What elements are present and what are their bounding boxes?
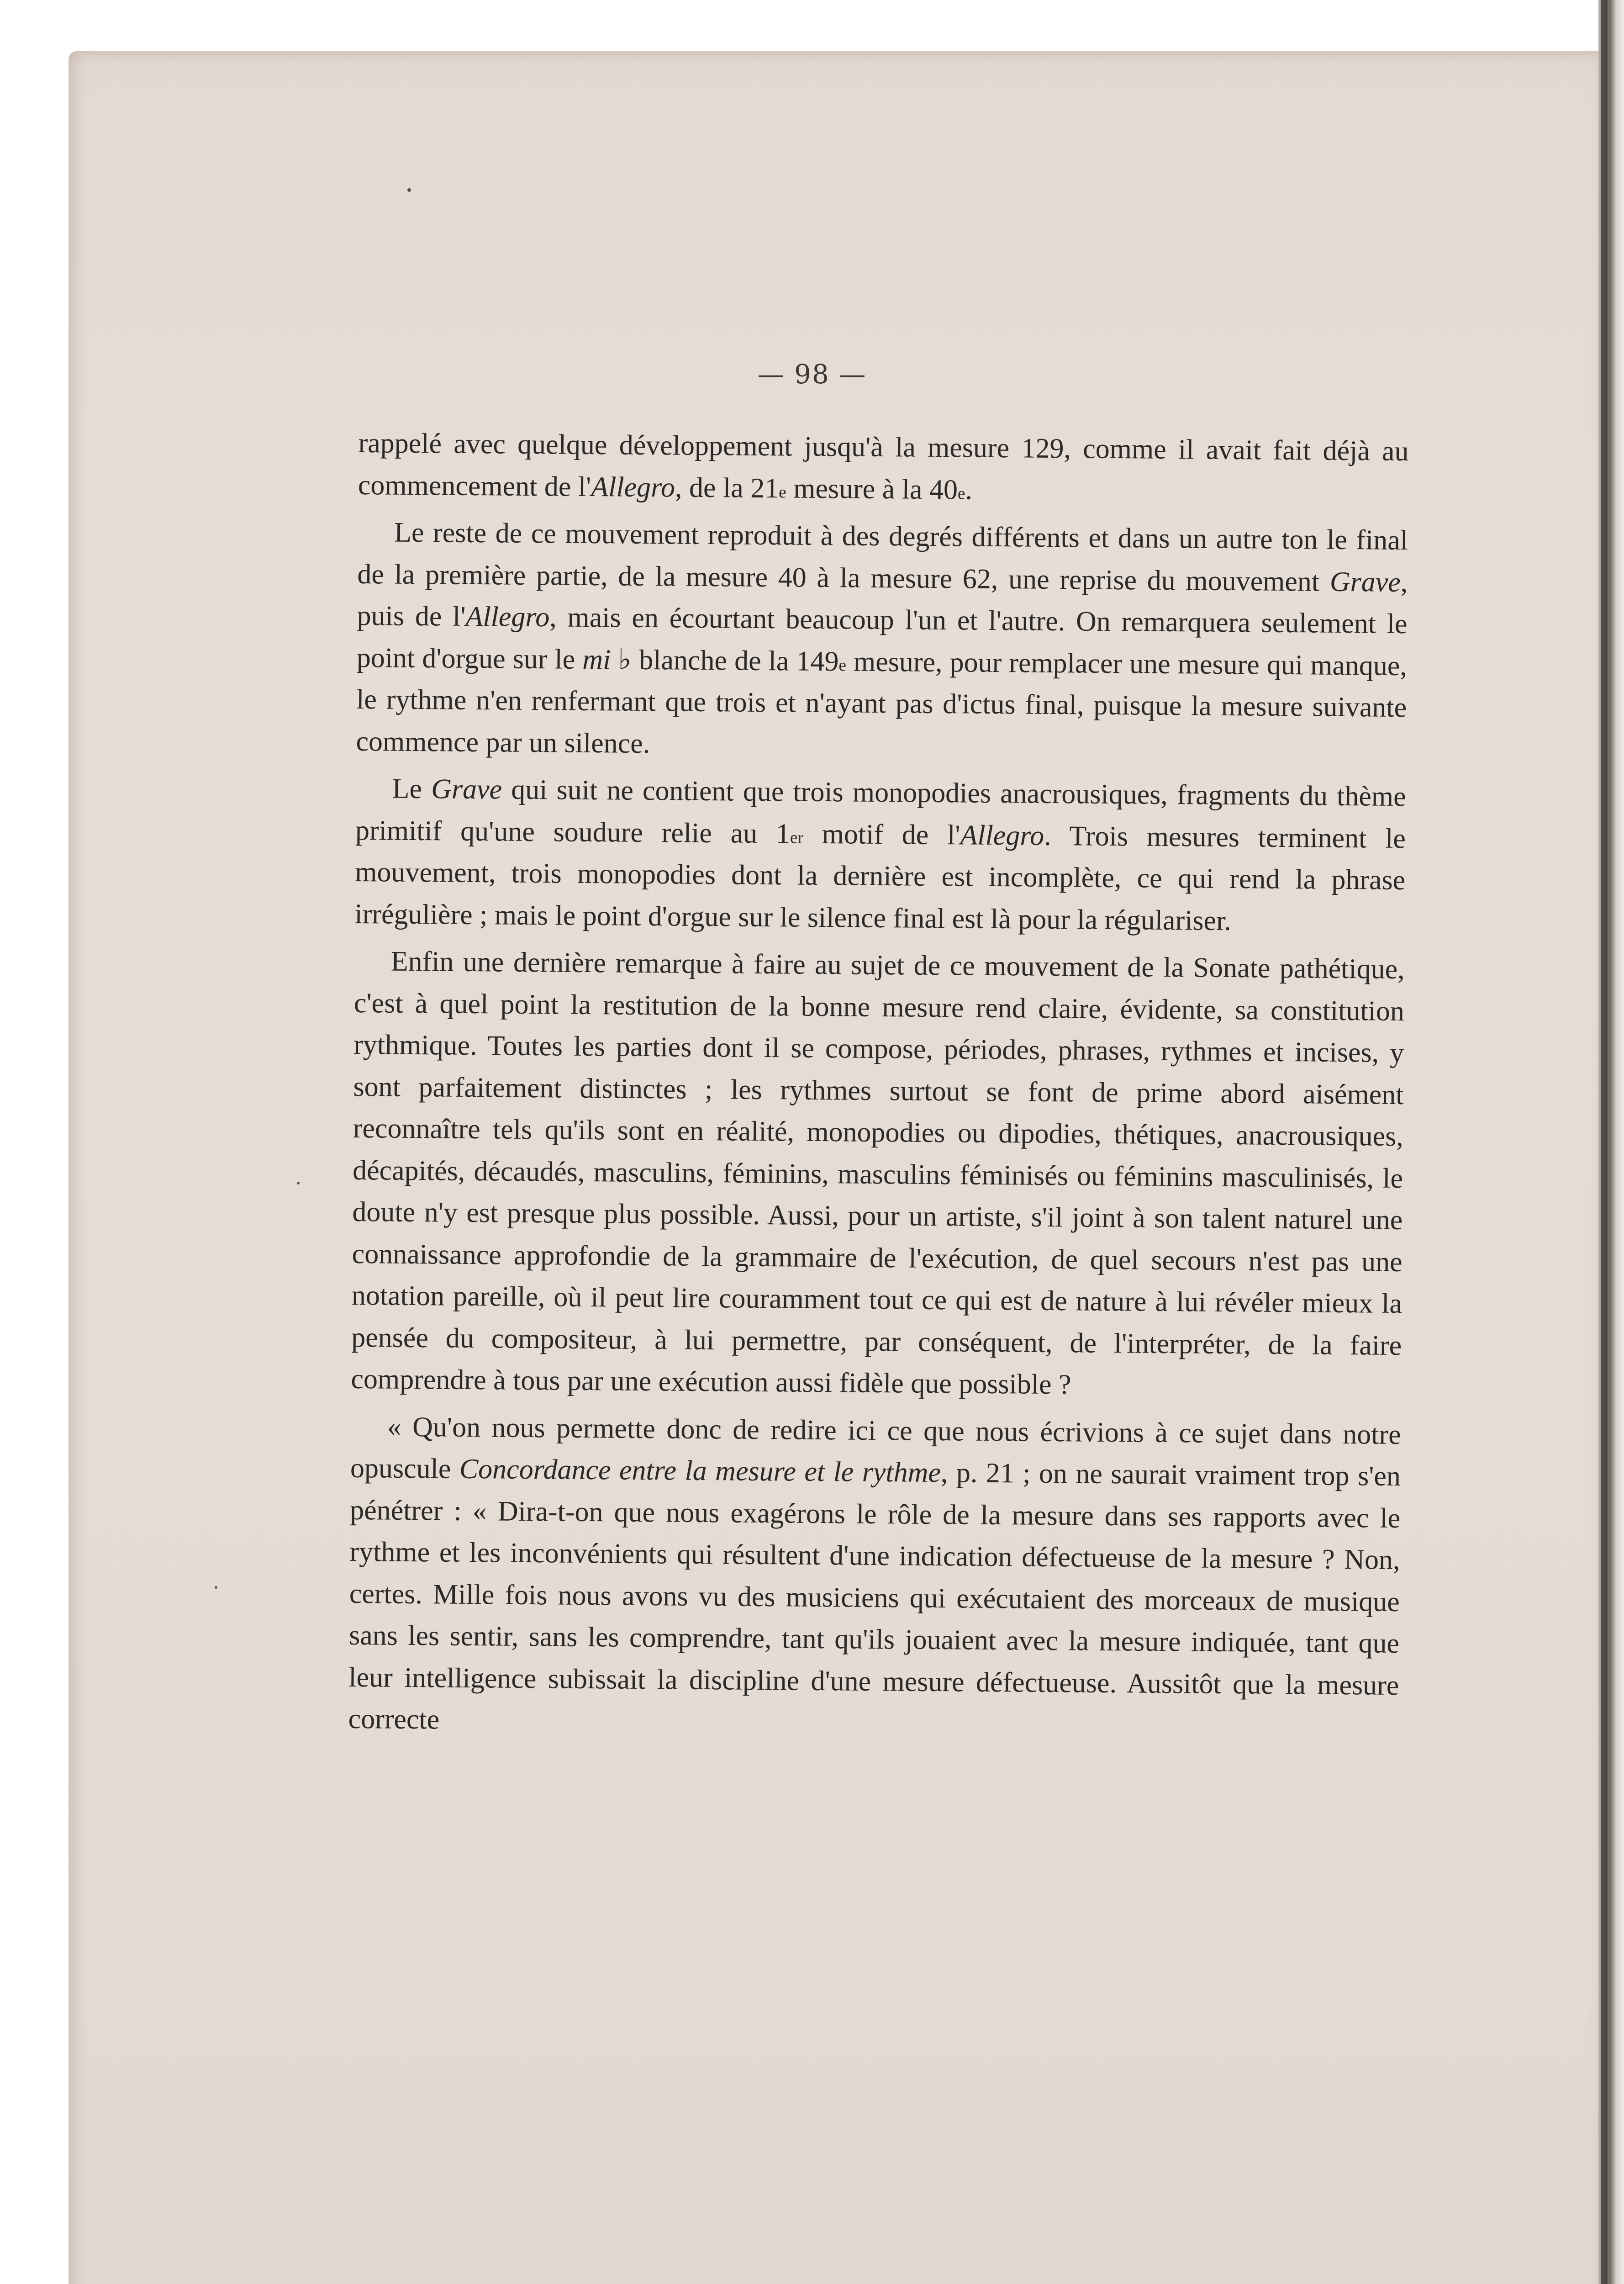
ordinal-suffix: e [779, 482, 786, 502]
italic-term: Allegro [591, 471, 675, 503]
ordinal-suffix: e [838, 656, 847, 675]
text-run: qui suit ne contient que trois monopodies anacrousiques, fragments du thème primitif qu'une soudure relie au 1 [355, 774, 1406, 849]
paragraph-3 [354, 768, 1406, 943]
paragraph-5 [348, 1406, 1401, 1748]
italic-title: Concordance entre la mesure et le rythme [459, 1453, 941, 1489]
text-run: . [965, 474, 973, 506]
page-number: — 98 — [757, 359, 867, 390]
text-run: Le [392, 773, 432, 805]
text-run: , mais en écourtant beaucoup l'un et l'autre. On remarquera seulement le point d'orgue sur le [356, 602, 1408, 675]
text-run: , p. 21 ; on ne saurait vraiment trop s'en pénétrer : « Dira-t-on que nous exagérons le rôle de la mesure dans ses rapports avec le rythme et les inconvénients qui résultent d'une indication défectueuse de la mesure ? Non, certes. Mille fois nous avons vu des musiciens qui exécutaient des morceaux de musique sans les sentir, sans les comprendre, tant qu'ils jouaient avec la mesure indiquée, tant que leur intelligence subissait la discipline d'une mesure défectueuse. Aussitôt que la mesure correcte [348, 1457, 1401, 1735]
paper-speck [297, 1182, 300, 1184]
paper-speck [215, 1586, 217, 1589]
italic-term: Allegro [465, 601, 550, 633]
text-run: Le reste de ce mouvement reproduit à des degrés différents et dans un autre ton le final de la première partie, de la mesure 40 à la mesure 62, une reprise du mouvement [357, 517, 1408, 597]
italic-term: Grave [1329, 566, 1401, 598]
ordinal-suffix: e [957, 484, 965, 503]
text-run: « Qu'on nous permette donc de redire ici ce que nous écrivions à ce sujet dans notre opuscule [350, 1411, 1401, 1485]
italic-term: Grave [431, 773, 502, 805]
text-run: Enfin une dernière remarque à faire au sujet de ce mouvement de la Sonate pathétique, c'est à quel point la restitution de la bonne mesure rend claire, évidente, sa constitution rythmique. Toutes les parties dont il se compose, périodes, phrases, rythmes et incises, y sont parfaitement distinctes ; les rythmes surtout se font de prime abord aisément reconnaître tels qu'ils sont en réalité, monopodies ou dipodies, thétiques, anacrousiques, décapités, décaudés, masculins, féminins, masculins féminisés ou féminins masculinisés, le doute n'y est presque plus possible. Aussi, pour un artiste, s'il joint à son talent naturel une connaissance approfondie de la grammaire de l'exécution, de quel secours n'est pas une notation pareille, où il peut lire couramment tout ce qui est de nature à lui révéler mieux la pensée du compositeur, à lui permettre, par conséquent, de l'interpréter, de la faire comprendre à tous par une exécution aussi fidèle que possible ? [351, 946, 1405, 1401]
text-run: rappelé avec quelque développement jusqu'à la mesure 129, comme il avait fait déjà au commencement de l' [358, 427, 1409, 502]
text-run: . Trois mesures terminent le mouvement, trois monopodies dont la dernière est incomplète, ce qui rend la phrase irrégulière ; mais le point d'orgue sur le silence final est là pour la régulariser. [354, 820, 1406, 936]
paragraph-1 [358, 423, 1409, 514]
text-run: , puis de l' [357, 566, 1408, 632]
ordinal-suffix: er [790, 828, 803, 847]
paragraph-4 [351, 941, 1405, 1409]
italic-term: mi [582, 644, 611, 675]
body-text [348, 423, 1409, 1754]
text-run: motif de l' [803, 818, 960, 851]
text-run: mesure, pour remplacer une mesure qui manque, le rythme n'en renfermant que trois et n'ayant pas d'ictus final, puisque la mesure suivante commence par un silence. [356, 645, 1408, 759]
text-run: mesure à la 40 [786, 472, 958, 505]
text-run: ♭ blanche de la 149 [611, 644, 839, 677]
paper-speck [407, 188, 411, 192]
book-binding-shadow [1601, 0, 1608, 2284]
paragraph-2 [356, 512, 1408, 771]
text-run: , de la 21 [675, 471, 779, 504]
italic-term: Allegro [960, 819, 1044, 851]
